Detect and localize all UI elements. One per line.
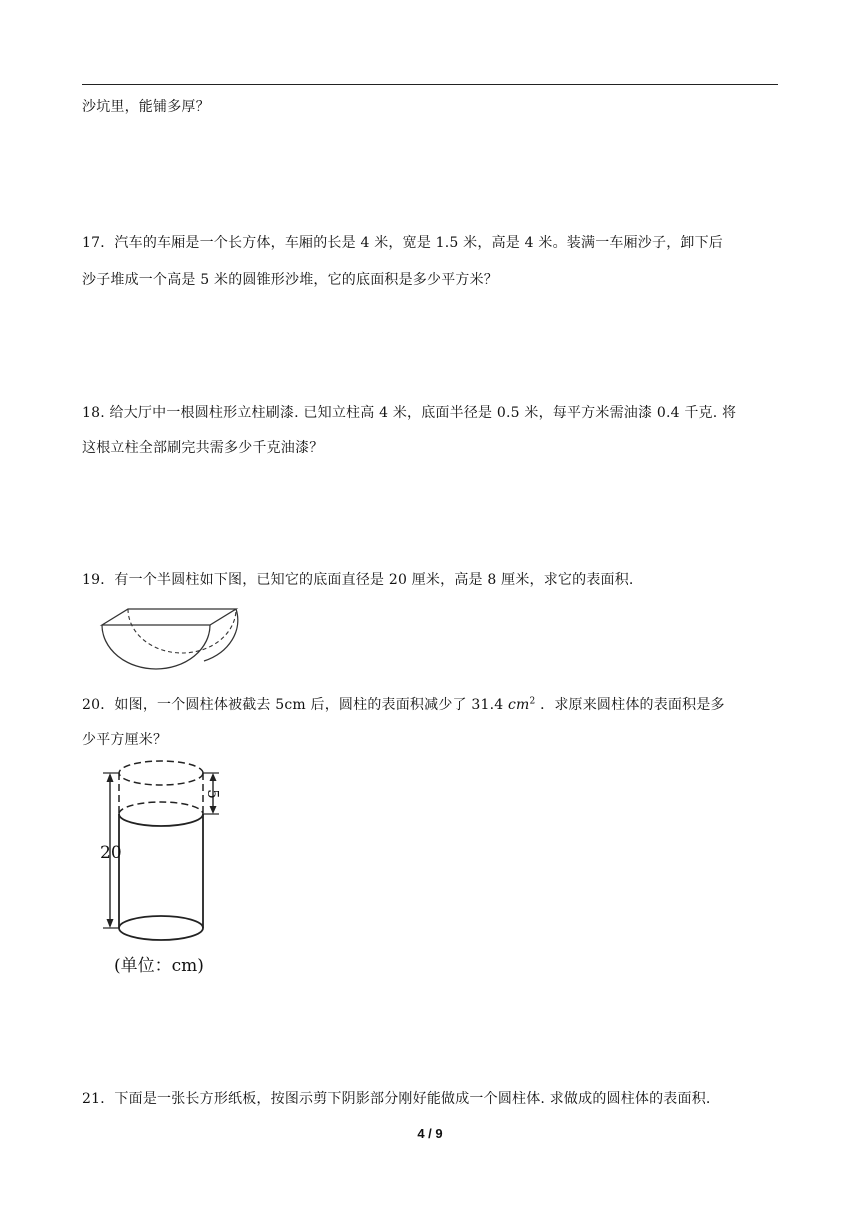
q20-line-1 bbox=[82, 694, 725, 714]
q19-line-1: 19．有一个半圆柱如下图，已知它的底面直径是 20 厘米，高是 8 厘米，求它的表面积. bbox=[82, 572, 634, 588]
q20-line-2: 少平方厘米？ bbox=[82, 732, 168, 748]
q21-line-1: 21．下面是一张长方形纸板，按图示剪下阴影部分刚好能做成一个圆柱体. 求做成的圆柱体的表面积. bbox=[82, 1091, 711, 1107]
continued-text: 沙坑里，能铺多厚？ bbox=[82, 99, 210, 115]
cut-label: 5 bbox=[203, 789, 222, 799]
q18-line-2: 这根立柱全部刷完共需多少千克油漆？ bbox=[82, 440, 324, 456]
q20-line-1-text: 20．如图，一个圆柱体被截去 5cm 后，圆柱的表面积减少了 31.4 bbox=[82, 697, 509, 713]
cylinder-figure bbox=[96, 755, 246, 985]
q17-line-2: 沙子堆成一个高是 5 米的圆锥形沙堆，它的底面积是多少平方米？ bbox=[82, 272, 499, 288]
header-rule bbox=[82, 84, 778, 85]
height-label: 20 bbox=[100, 843, 122, 863]
page-number: 4 / 9 bbox=[417, 1126, 443, 1141]
q20-unit: cm bbox=[508, 697, 530, 713]
q20-line-1-tail: ．求原来圆柱体的表面积是多 bbox=[535, 697, 725, 713]
q18-line-1: 18. 给大厅中一根圆柱形立柱刷漆. 已知立柱高 4 米，底面半径是 0.5 米，每平方米需油漆 0.4 千克. 将 bbox=[82, 405, 737, 421]
q20-unit-exponent: 2 bbox=[529, 696, 536, 707]
q17-line-1: 17．汽车的车厢是一个长方体，车厢的长是 4 米，宽是 1.5 米，高是 4 米。装满一车厢沙子，卸下后 bbox=[82, 235, 723, 251]
unit-caption: (单位：cm) bbox=[114, 956, 204, 976]
half-cylinder-figure bbox=[96, 603, 246, 673]
